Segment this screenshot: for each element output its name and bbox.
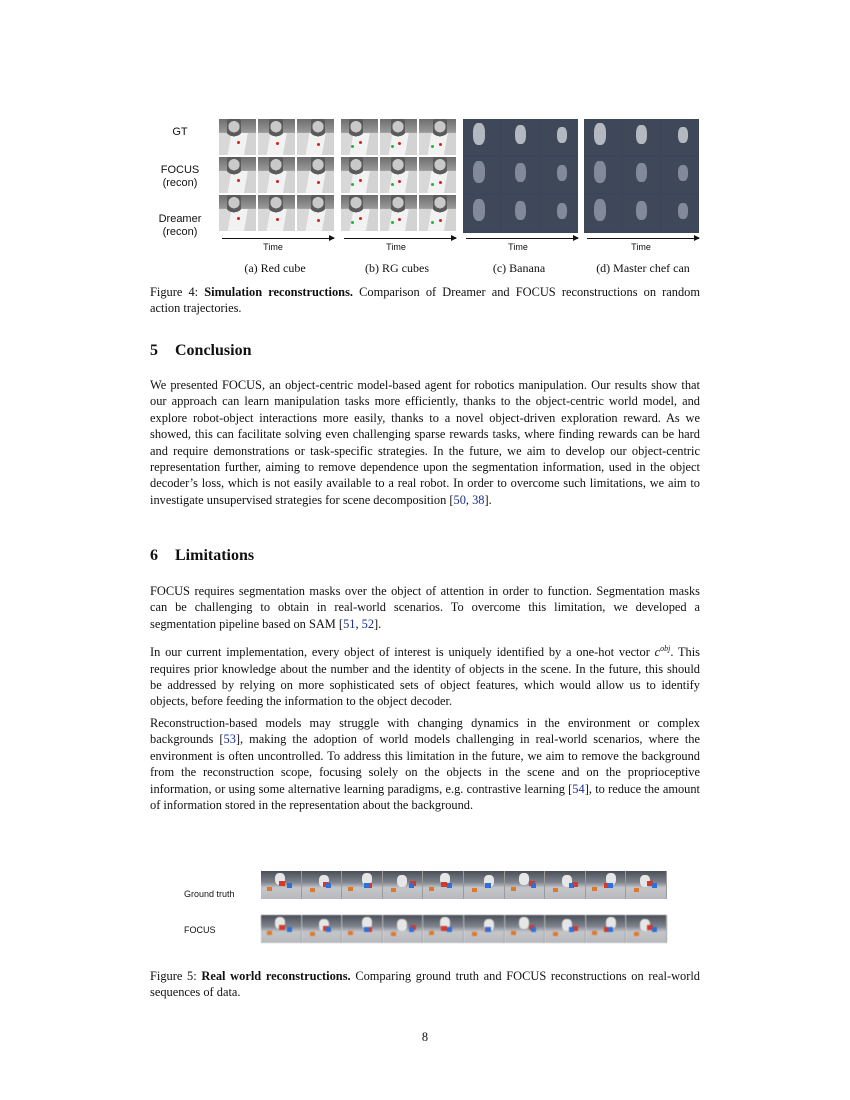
subcaption-a: (a) Red cube — [244, 261, 306, 275]
object-blob — [473, 123, 485, 145]
orange-object — [592, 887, 597, 891]
orange-object — [592, 931, 597, 935]
blue-object — [409, 883, 414, 888]
sim-frame — [297, 195, 334, 231]
red-cube — [317, 181, 320, 184]
red-cube — [439, 143, 442, 146]
real-frame — [545, 915, 586, 943]
row-label-focus: FOCUS (recon) — [160, 164, 200, 189]
sim-frame — [341, 157, 378, 193]
orange-object — [267, 931, 272, 935]
green-cube — [391, 221, 394, 224]
green-cube — [431, 183, 434, 186]
sim-frame — [502, 119, 539, 155]
page-number: 8 — [421, 1030, 429, 1044]
orange-object — [553, 888, 558, 892]
sim-frame — [502, 195, 539, 231]
citation-link[interactable]: 50 — [453, 492, 466, 507]
orange-object — [310, 932, 315, 936]
orange-object — [472, 932, 477, 936]
robot-gripper — [397, 919, 407, 931]
sim-frame — [662, 119, 699, 155]
blue-object — [364, 927, 369, 932]
robot-arm — [349, 119, 363, 141]
object-blob — [678, 127, 688, 143]
object-blob — [594, 123, 606, 145]
row-label-focus-real: FOCUS — [184, 925, 216, 935]
row-label-gt: GT — [172, 126, 188, 138]
real-frame — [505, 915, 546, 943]
blue-object — [608, 883, 613, 888]
red-cube — [398, 142, 401, 145]
sim-frame — [341, 119, 378, 155]
sim-frame — [463, 119, 500, 155]
subcaption-d: (d) Master chef can — [596, 261, 690, 275]
subcaption-b: (b) RG cubes — [365, 261, 429, 275]
orange-object — [310, 888, 315, 892]
object-blob — [473, 161, 485, 183]
citation-link[interactable]: 52 — [361, 616, 375, 631]
ground-truth-strip — [261, 871, 667, 899]
sim-frame — [380, 157, 417, 193]
blue-object — [531, 883, 536, 888]
robot-arm — [433, 157, 447, 179]
blue-object — [326, 883, 331, 888]
sim-frame — [297, 119, 334, 155]
robot-arm — [311, 119, 325, 141]
sim-frame — [623, 157, 660, 193]
sim-frame — [419, 119, 456, 155]
red-cube — [237, 141, 240, 144]
sim-frame — [380, 119, 417, 155]
blue-object — [287, 927, 292, 932]
orange-object — [348, 887, 353, 891]
orange-object — [472, 888, 477, 892]
robot-arm — [391, 119, 405, 141]
row-label-dreamer: Dreamer (recon) — [158, 213, 202, 238]
blue-object — [409, 927, 414, 932]
robot-gripper — [397, 875, 407, 887]
sim-frame — [219, 195, 256, 231]
robot-arm — [311, 195, 325, 217]
real-frame — [423, 915, 464, 943]
red-cube — [276, 218, 279, 221]
real-frame — [626, 871, 667, 899]
robot-arm — [269, 195, 283, 217]
sim-frame — [584, 119, 621, 155]
object-blob — [515, 125, 526, 144]
sim-frame — [541, 195, 578, 231]
section-6-heading: 6 Limitations — [150, 547, 255, 564]
sim-frame — [258, 119, 295, 155]
sim-frame — [380, 195, 417, 231]
robot-arm — [391, 195, 405, 217]
blue-object — [531, 927, 536, 932]
subcaption-c: (c) Banana — [492, 261, 546, 275]
red-cube — [317, 143, 320, 146]
orange-object — [429, 887, 434, 891]
robot-arm — [269, 157, 283, 179]
panel-master-chef-can — [584, 119, 699, 233]
time-axis-c — [466, 238, 578, 239]
time-axis-a — [222, 238, 334, 239]
red-cube — [317, 219, 320, 222]
section-5-paragraph: We presented FOCUS, an object-centric model-based agent for robotics manipulation. Our results show that our approach can learn manipulation tasks more efficiently, thanks to the object-centric world model, and explore robot-object interactions more easily, thanks to a novel object-driven exploration reward. As we showed, this can facilitate solving even challenging sparse rewards tasks, where finding rewards can be hard and require demonstrations or task-specific strategies. In the future, we aim to develop our object-centric representation further, aiming to remove dependence upon the segmentation information, used in the object decoder’s loss, which is not easily available to a real robot. In order to overcome such limitations, we aim to investigate unsupervised strategies for scene decomposition [50, 38]. — [150, 378, 700, 507]
time-label-c: Time — [508, 242, 528, 252]
real-frame — [423, 871, 464, 899]
real-frame — [342, 871, 383, 899]
time-label-a: Time — [263, 242, 283, 252]
red-object — [279, 881, 285, 886]
citation-link[interactable]: 38 — [472, 492, 485, 507]
object-blob — [515, 201, 526, 220]
orange-object — [634, 888, 639, 892]
green-cube — [391, 145, 394, 148]
green-cube — [431, 145, 434, 148]
sim-frame — [219, 157, 256, 193]
robot-gripper — [519, 873, 529, 885]
real-frame — [586, 871, 627, 899]
orange-object — [267, 887, 272, 891]
green-cube — [431, 221, 434, 224]
blue-object — [569, 883, 574, 888]
real-frame — [383, 871, 424, 899]
object-blob — [594, 199, 606, 221]
robot-arm — [433, 119, 447, 141]
robot-arm — [433, 195, 447, 217]
sim-frame — [219, 119, 256, 155]
focus-reconstruction-strip — [261, 915, 667, 943]
red-cube — [276, 180, 279, 183]
figure-4-caption: Figure 4: Simulation reconstructions. Comparison of Dreamer and FOCUS reconstructions on random action trajectories. — [150, 285, 701, 315]
blue-object — [569, 927, 574, 932]
panel-banana — [463, 119, 578, 233]
sim-frame — [623, 195, 660, 231]
sim-frame — [297, 157, 334, 193]
green-cube — [391, 183, 394, 186]
sim-frame — [584, 195, 621, 231]
real-frame — [586, 915, 627, 943]
sim-frame — [662, 195, 699, 231]
robot-arm — [349, 157, 363, 179]
object-blob — [515, 163, 526, 182]
orange-object — [429, 931, 434, 935]
real-frame — [342, 915, 383, 943]
real-frame — [383, 915, 424, 943]
orange-object — [553, 932, 558, 936]
orange-object — [348, 931, 353, 935]
sim-frame — [502, 157, 539, 193]
blue-object — [364, 883, 369, 888]
object-blob — [678, 165, 688, 181]
green-cube — [351, 221, 354, 224]
blue-object — [486, 927, 491, 932]
limitations-paragraph-3: Reconstruction-based models may struggle with changing dynamics in the environment or complex backgrounds [53], making the adoption of world models challenging in real-world scenarios, where the environment is often uncontrolled. To address this limitation in the future, we aim to remove the background from the reconstruction scope, focusing solely on the objects in the scene and on the proprioceptive information, or using some alternative learning paradigms, e.g. contrastive learning [54], to reduce the amount of information stored in the representation about the background. — [150, 716, 700, 813]
object-blob — [678, 203, 688, 219]
red-cube — [439, 181, 442, 184]
real-frame — [464, 871, 505, 899]
sim-frame — [541, 157, 578, 193]
blue-object — [608, 927, 613, 932]
object-blob — [636, 125, 647, 144]
red-cube — [237, 217, 240, 220]
object-blob — [636, 201, 647, 220]
real-frame — [302, 915, 343, 943]
robot-gripper — [519, 917, 529, 929]
blue-object — [326, 927, 331, 932]
sim-frame — [258, 195, 295, 231]
object-blob — [557, 203, 567, 219]
orange-object — [391, 888, 396, 892]
blue-object — [652, 883, 657, 888]
sim-frame — [662, 157, 699, 193]
red-cube — [398, 180, 401, 183]
time-axis-d — [587, 238, 699, 239]
sim-frame — [623, 119, 660, 155]
citation-link[interactable]: 53 — [223, 732, 236, 747]
limitations-paragraph-2: In our current implementation, every object of interest is uniquely identified by a one-hot vector $c^{obj}$. This requires prior knowledge about the number and the identity of objects in the scene. In the future, this should be addressed by relying on more sophisticated sets of object features, which would allow us to identify objects, before feeding the information to the object decoder. — [150, 644, 700, 709]
object-blob — [473, 199, 485, 221]
section-5-heading: 5 Conclusion — [150, 342, 252, 359]
sim-frame — [463, 195, 500, 231]
time-label-b: Time — [386, 242, 406, 252]
object-blob — [636, 163, 647, 182]
real-frame — [261, 871, 302, 899]
sim-frame — [541, 119, 578, 155]
real-frame — [545, 871, 586, 899]
limitations-paragraph-1: FOCUS requires segmentation masks over the object of attention in order to function. Segmentation masks can be challenging to obtain in real-world scenarios. To overcome this limitation, we developed a segmentation pipeline based on SAM [51, 52]. — [150, 584, 700, 631]
robot-arm — [269, 119, 283, 141]
panel-rg-cubes — [341, 119, 456, 233]
real-frame — [505, 871, 546, 899]
object-blob — [557, 127, 567, 143]
real-frame — [261, 915, 302, 943]
sim-frame — [419, 157, 456, 193]
panel-red-cube — [219, 119, 334, 233]
robot-arm — [391, 157, 405, 179]
sim-frame — [419, 195, 456, 231]
sim-frame — [463, 157, 500, 193]
green-cube — [351, 145, 354, 148]
real-frame — [464, 915, 505, 943]
orange-object — [391, 932, 396, 936]
sim-frame — [584, 157, 621, 193]
robot-arm — [227, 119, 241, 141]
red-cube — [276, 142, 279, 145]
robot-arm — [311, 157, 325, 179]
real-frame — [626, 915, 667, 943]
blue-object — [486, 883, 491, 888]
green-cube — [351, 183, 354, 186]
object-blob — [594, 161, 606, 183]
figure-5-caption: Figure 5: Real world reconstructions. Comparing ground truth and FOCUS reconstructions on real-world sequences of data. — [150, 969, 700, 999]
blue-object — [287, 883, 292, 888]
sim-frame — [258, 157, 295, 193]
orange-object — [634, 932, 639, 936]
object-blob — [557, 165, 567, 181]
time-axis-b — [344, 238, 456, 239]
time-label-d: Time — [631, 242, 651, 252]
robot-arm — [227, 195, 241, 217]
red-cube — [359, 141, 362, 144]
orange-object — [511, 887, 516, 891]
row-label-ground-truth: Ground truth — [184, 889, 235, 899]
red-cube — [359, 217, 362, 220]
sim-frame — [341, 195, 378, 231]
red-object — [279, 925, 285, 930]
real-frame — [302, 871, 343, 899]
blue-object — [447, 883, 452, 888]
red-cube — [398, 218, 401, 221]
blue-object — [652, 927, 657, 932]
robot-arm — [227, 157, 241, 179]
robot-arm — [349, 195, 363, 217]
citation-link[interactable]: 51 — [343, 616, 356, 631]
blue-object — [447, 927, 452, 932]
citation-link[interactable]: 54 — [572, 781, 585, 796]
orange-object — [511, 931, 516, 935]
red-cube — [439, 219, 442, 222]
red-cube — [359, 179, 362, 182]
red-cube — [237, 179, 240, 182]
